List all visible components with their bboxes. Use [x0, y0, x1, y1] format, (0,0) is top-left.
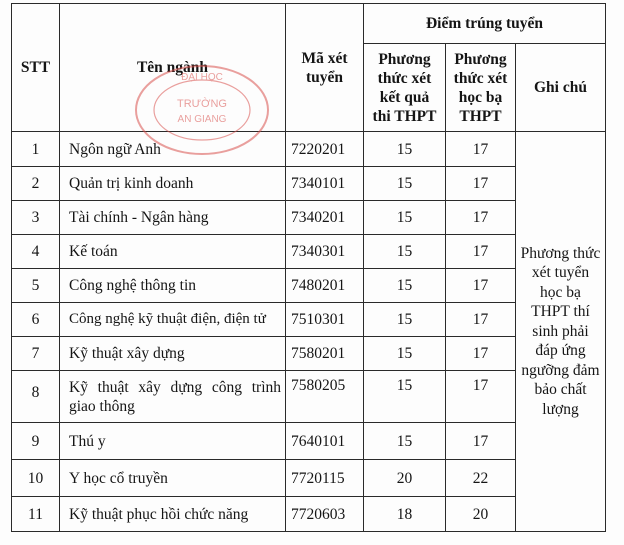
cell-transcript-score: 17 [446, 132, 516, 167]
header-score-group: Điểm trúng tuyển [364, 4, 606, 44]
cell-exam-score: 15 [364, 337, 446, 371]
header-method-exam-line: thức xét [377, 69, 432, 87]
header-method-exam-line: kết quả [379, 88, 430, 106]
cell-code: 7720603 [286, 497, 364, 532]
cell-exam-score: 15 [364, 235, 446, 269]
cell-stt: 1 [12, 132, 60, 167]
note-line: bảo chất [534, 381, 587, 399]
note-line: THPT thí [531, 303, 590, 321]
table-row [12, 132, 606, 167]
cell-major: Quản trị kinh doanh [60, 167, 286, 201]
cell-major: Y học cổ truyền [60, 460, 286, 497]
cell-exam-score: 20 [364, 460, 446, 497]
stamp-text-bot: AN GIANG [177, 114, 227, 125]
cell-transcript-score: 17 [446, 371, 516, 423]
cell-transcript-score: 22 [446, 460, 516, 497]
cell-code: 7340101 [286, 167, 364, 201]
header-method-transcript [446, 44, 516, 132]
stamp-text-top: ĐẠI HỌC [181, 72, 223, 83]
cell-code: 7340301 [286, 235, 364, 269]
admission-score-table [11, 3, 606, 532]
cell-transcript-score: 17 [446, 269, 516, 303]
cell-code: 7640101 [286, 423, 364, 460]
header-method-exam-line: Phương [378, 50, 431, 68]
cell-major: Kỹ thuật xây dựng công trình giao thông [60, 371, 286, 423]
cell-exam-score: 15 [364, 201, 446, 235]
cell-code: 7480201 [286, 269, 364, 303]
cell-exam-score: 18 [364, 497, 446, 532]
cell-exam-score: 15 [364, 423, 446, 460]
cell-code: 7580205 [286, 371, 364, 423]
cell-stt: 2 [12, 167, 60, 201]
note-line: học bạ [540, 283, 581, 301]
cell-stt: 9 [12, 423, 60, 460]
cell-stt: 7 [12, 337, 60, 371]
cell-exam-score: 15 [364, 132, 446, 167]
cell-transcript-score: 17 [446, 235, 516, 269]
note-line: ngưỡng đảm [521, 361, 600, 379]
cell-transcript-score: 17 [446, 337, 516, 371]
cell-stt: 8 [12, 371, 60, 423]
cell-stt: 4 [12, 235, 60, 269]
cell-major: Kỹ thuật phục hồi chức năng [60, 497, 286, 532]
cell-transcript-score: 17 [446, 303, 516, 337]
cell-transcript-score: 17 [446, 423, 516, 460]
header-code-line2: tuyển [305, 68, 344, 86]
cell-major: Thú y [60, 423, 286, 460]
stamp-text-mid: TRƯỜNG [177, 98, 227, 110]
cell-code: 7510301 [286, 303, 364, 337]
note-line: đáp ứng [535, 342, 586, 360]
cell-stt: 11 [12, 497, 60, 532]
cell-stt: 10 [12, 460, 60, 497]
note-line: lượng [542, 400, 579, 418]
header-method-exam-line: thi THPT [372, 107, 437, 125]
cell-exam-score: 15 [364, 371, 446, 423]
cell-note [516, 132, 606, 532]
cell-major: Công nghệ kỹ thuật điện, điện tử [60, 303, 286, 337]
cell-major: Kỹ thuật xây dựng [60, 337, 286, 371]
header-method-transcript-line: học bạ [458, 88, 503, 106]
header-code [286, 4, 364, 132]
cell-exam-score: 15 [364, 167, 446, 201]
cell-exam-score: 15 [364, 303, 446, 337]
cell-code: 7580201 [286, 337, 364, 371]
header-method-transcript-line: THPT [459, 107, 502, 125]
note-line: Phương thức [520, 244, 601, 262]
cell-stt: 5 [12, 269, 60, 303]
header-note: Ghi chú [516, 44, 606, 132]
cell-transcript-score: 17 [446, 201, 516, 235]
cell-code: 7720115 [286, 460, 364, 497]
header-major: Tên ngành [60, 4, 286, 132]
cell-major: Kế toán [60, 235, 286, 269]
note-line: xét tuyển [531, 264, 590, 282]
header-method-exam [364, 44, 446, 132]
header-method-transcript-line: thức xét [453, 69, 508, 87]
header-code-line1: Mã xét [301, 49, 348, 67]
note-line: sinh phải [532, 322, 589, 340]
cell-transcript-score: 20 [446, 497, 516, 532]
header-method-transcript-line: Phương [454, 50, 507, 68]
cell-major: Ngôn ngữ Anh [60, 132, 286, 167]
cell-exam-score: 15 [364, 269, 446, 303]
cell-stt: 3 [12, 201, 60, 235]
cell-code: 7220201 [286, 132, 364, 167]
cell-transcript-score: 17 [446, 167, 516, 201]
cell-major: Tài chính - Ngân hàng [60, 201, 286, 235]
cell-stt: 6 [12, 303, 60, 337]
header-stt: STT [12, 4, 60, 132]
cell-code: 7340201 [286, 201, 364, 235]
cell-major: Công nghệ thông tin [60, 269, 286, 303]
